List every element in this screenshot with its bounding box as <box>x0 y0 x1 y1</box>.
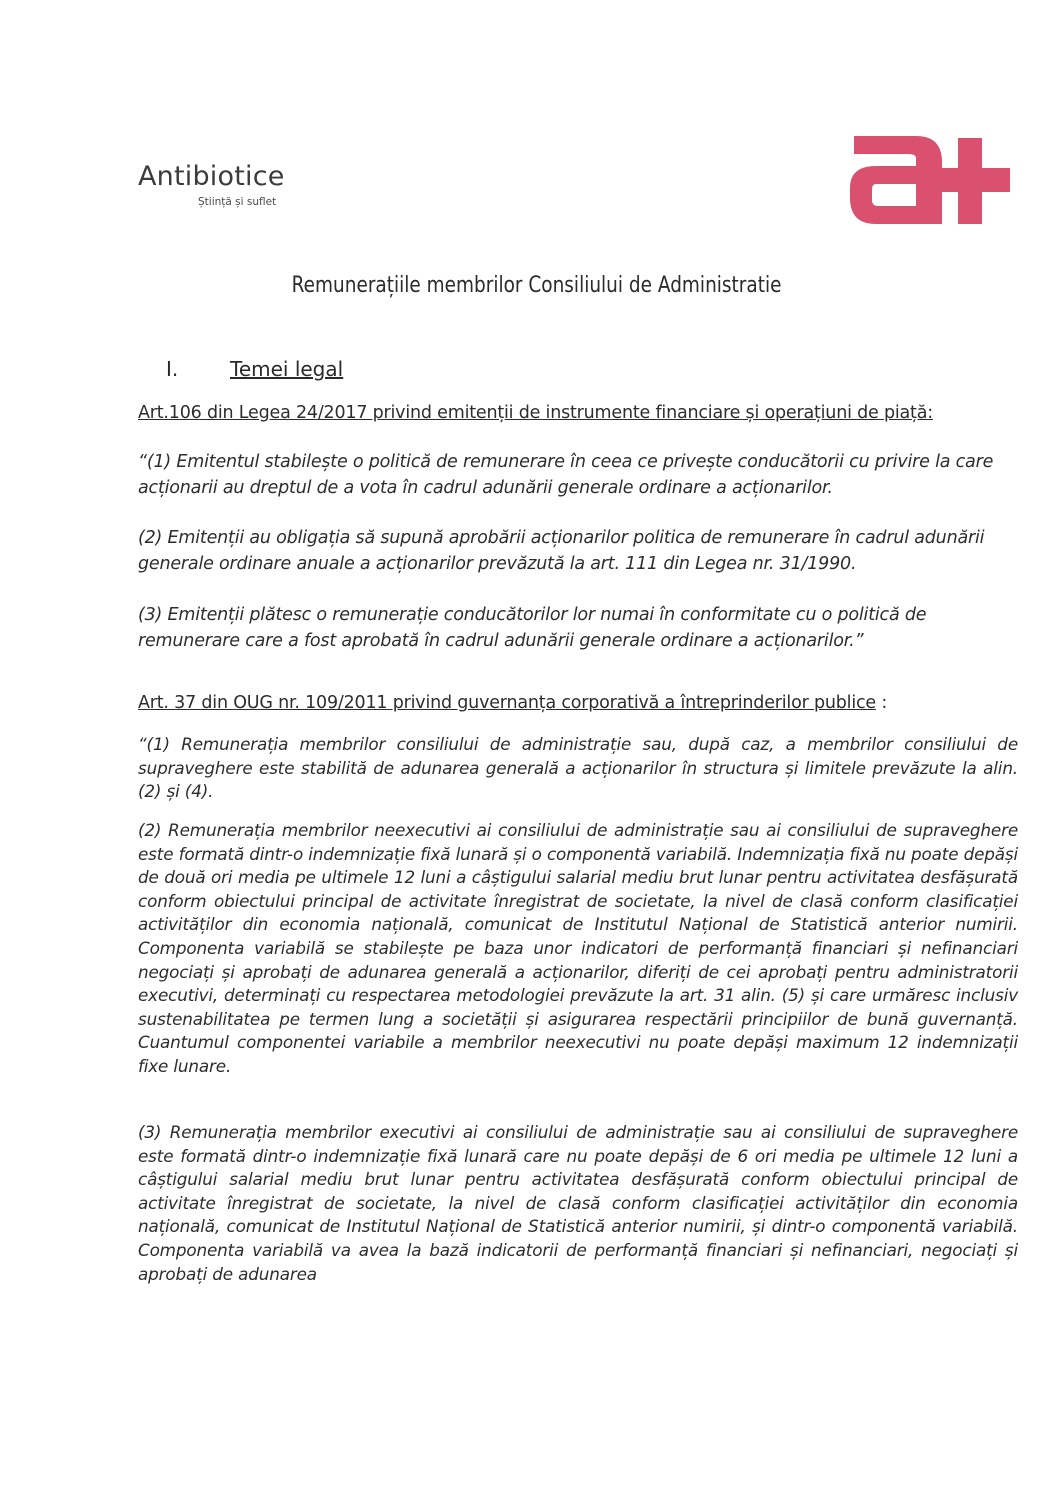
quote-2-paragraph-3: (3) Remunerația membrilor executivi ai consiliului de administrație sau ai consiliului de supraveghere este formată dintr-o indemnizație fixă lunară care nu poate depăși de 6 ori media pe ultimele 12 luni a câștigului salarial mediu brut lunar pentru activitatea desfășurată conform obiectului principal de activitate înregistrat de societate, la nivel de clasă conform clasificației activităților din economia națională, comunicat de Institutul Național de Statistică anterior numirii, și dintr-o componentă variabilă. Componenta variabilă va avea la bază indicatorii de performanță financiari și nefinanciari, negociați și aprobați de adunarea <box>138 1122 1018 1284</box>
legal-reference-2-suffix: : <box>875 693 888 713</box>
company-logo-text <box>138 161 285 208</box>
section-title: Temei legal <box>230 357 344 381</box>
quote-1-paragraph-2: (2) Emitenții au obligația să supună aprobării acționarilor politica de remunerare în cadrul adunării generale ordinare anuale a acționarilor prevăzută la art. 111 din Legea nr. 31/1990. <box>138 528 985 574</box>
quote-block-2b <box>138 819 1018 1079</box>
quote-1-paragraph-1: “(1) Emitentul stabilește o politică de remunerare în ceea ce privește conducătorii cu privire la care acționarii au dreptul de a vota în cadrul adunării generale ordinare a acționarilor. <box>138 452 994 498</box>
page-title: Remunerațiile membrilor Consiliului de Administratie <box>291 273 782 298</box>
quote-block-1b <box>138 525 1018 577</box>
quote-block-1 <box>138 449 1018 501</box>
a-plus-logo-icon <box>846 130 1012 226</box>
legal-reference-2-text: Art. 37 din OUG nr. 109/2011 privind guvernanța corporativă a întreprinderilor publice <box>138 693 876 713</box>
company-name: Antibiotice <box>138 161 285 192</box>
quote-block-2c <box>138 1121 1018 1286</box>
legal-reference-1 <box>138 403 1018 423</box>
section-number: I. <box>166 357 179 381</box>
company-tagline: Știință și suflet <box>198 196 277 208</box>
legal-reference-2 <box>138 693 1018 713</box>
section-heading <box>166 357 343 381</box>
quote-1-paragraph-3: (3) Emitenții plătesc o remunerație conducătorilor lor numai în conformitate cu o politică de remunerare care a fost aprobată în cadrul adunării generale ordinare a acționarilor.” <box>138 605 927 651</box>
quote-2-paragraph-1: “(1) Remunerația membrilor consiliului de administrație sau, după caz, a membrilor consiliului de supraveghere este stabilită de adunarea generală a acționarilor în structura și limitele prevăzute la alin. (2) și (4). <box>138 734 1018 802</box>
quote-2-paragraph-2: (2) Remunerația membrilor neexecutivi ai consiliului de administrație sau ai consiliului de supraveghere este formată dintr-o indemnizație fixă lunară și o componentă variabilă. Indemnizația fixă nu poate depăși de două ori media pe ultimele 12 luni a câștigului salarial mediu brut lunar pentru activitatea desfășurată conform obiectului principal de activitate înregistrat de societate, la nivel de clasă conform clasificației activităților din economia națională, comunicat de Institutul Național de Statistică anterior numirii. Componenta variabilă se stabilește pe baza unor indicatori de performanță financiari și nefinanciari negociați și aprobați de adunarea generală a acționarilor, diferiți de cei aprobați pentru administratorii executivi, determinați cu respectarea metodologiei prevăzute la art. 31 alin. (5) și care urmăresc inclusiv sustenabilitatea pe termen lung a societății și asigurarea respectării principiilor de bună guvernanță. Cuantumul componentei variabile a membrilor neexecutivi nu poate depăși maximum 12 indemnizații fixe lunare. <box>138 820 1018 1076</box>
quote-block-1c <box>138 602 1018 654</box>
quote-block-2a <box>138 733 1018 804</box>
legal-reference-1-text: Art.106 din Legea 24/2017 privind emitenții de instrumente financiare și operațiuni de piață: <box>138 403 933 423</box>
